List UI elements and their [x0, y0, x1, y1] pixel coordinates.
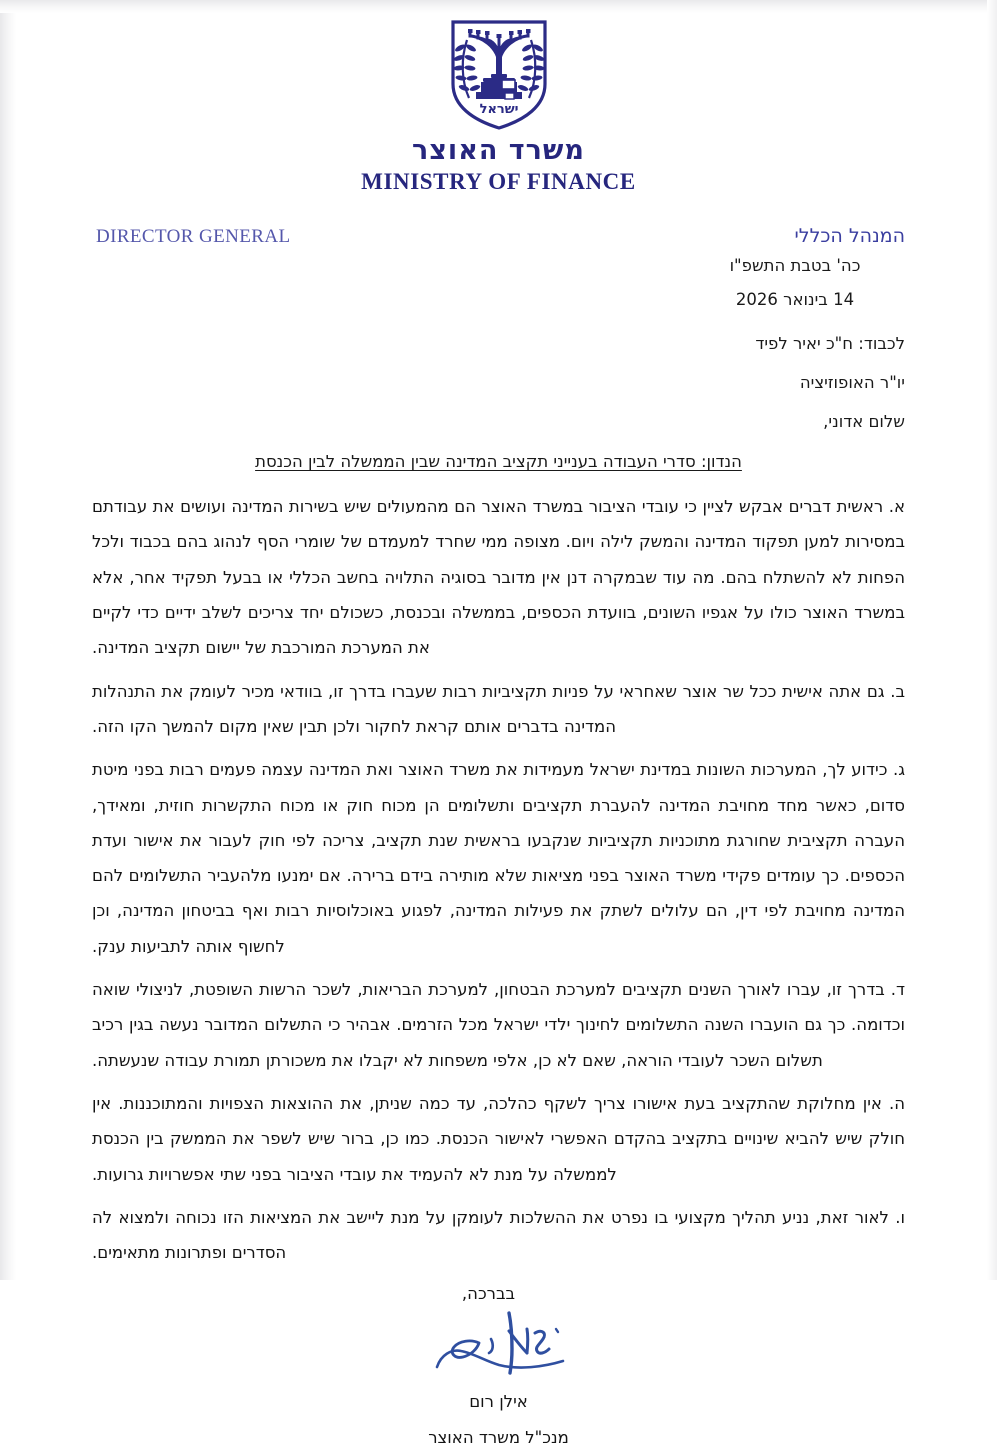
date-hebrew: כה' בטבת התשפ"ו — [729, 256, 861, 276]
israel-state-emblem-icon — [445, 18, 553, 132]
director-general-title-english: DIRECTOR GENERAL — [96, 226, 291, 248]
emblem-inscription: ישראל — [479, 102, 518, 117]
addressee-block — [92, 335, 905, 431]
addressee-name: לכבוד: ח"כ יאיר לפיד — [755, 333, 905, 353]
date-block — [685, 257, 905, 309]
director-general-title-row — [92, 225, 905, 251]
director-general-title-hebrew: המנהל הכללי — [794, 225, 905, 248]
ministry-name-english: MINISTRY OF FINANCE — [361, 168, 636, 194]
paragraph-dalet: ד. בדרך זו, עברו לאורך השנים תקציבים למערכת הבטחון, למערכת הבריאות, לשכר הרשות השופטת, לניצולי שואה וכדומה. כך גם הועברו השנה התשלומים לחינוך ילדי ישראל מכל הזרמים. אבהיר כי התשלום המדובר נעשה בגין רכיב תשלום השכר לעובדי הוראה, שאם לא כן, אלפי משפחות לא יקבלו את משכורתן תמורת עבודה שנעשתה. — [92, 980, 905, 1070]
closing-salutation: בברכה, — [461, 1284, 516, 1304]
addressee-role: יו"ר האופוזיציה — [799, 372, 905, 392]
date-gregorian: 14 בינואר 2026 — [735, 290, 855, 310]
letter-body — [92, 489, 905, 1270]
subject-line — [92, 452, 905, 471]
signer-name: אילן רום — [469, 1392, 528, 1412]
signer-title: מנכ"ל משרד האוצר — [428, 1427, 569, 1447]
subject-text: הנדון: סדרי העבודה בענייני תקציב המדינה שבין הממשלה לבין הכנסת — [255, 452, 742, 472]
greeting: שלום אדוני, — [823, 412, 905, 432]
handwritten-signature-icon — [399, 1305, 599, 1391]
ministry-name-hebrew: משרד האוצר — [412, 135, 585, 166]
letterhead — [92, 0, 905, 195]
paragraph-hey: ה. אין מחלוקת שהתקציב בעת אישורו צריך לשקף כהלכה, עד כמה שניתן, את ההוצאות הצפויות והמתוכננות. אין חולק שיש להביא שינויים בתקציב בהקדם האפשרי לאישור הכנסת. כמו כן, ברור שיש לשפר את הממשק בין הכנסת לממשלה על מנת לא להעמיד את עובדי הציבור בפני שתי אפשרויות גרועות. — [92, 1093, 905, 1184]
signature-block — [92, 1305, 905, 1446]
paragraph-vav: ו. לאור זאת, נניע תהליך מקצועי בו נפרט את ההשלכות לעומקן על מנת ליישב את המציאות הזו נכוחה ולמצוא לה הסדרים ופתרונות מתאימים. — [92, 1207, 905, 1263]
paragraph-alef: א. ראשית דברים אבקש לציין כי עובדי הציבור במשרד האוצר הם מהמעולים שיש בשירות המדינה ועושים את עבודתם במסירות למען תפקוד המדינה והמשק לילה ויום. מצופה ממי שחרד למעמדם של שומרי הסף לנהוג בהם בכבוד ולכל הפחות לא להשתלח בהם. מה עוד שבמקרה דנן אין מדובר בסוגיה התלויה בחשב הכללי או בבעל תפקיד אחר, אלא במשרד האוצר כולו על אגפיו השונים, בוועדת הכספים, בממשלה ובכנסת, כשכולם יחד צריכים לשלב ידיים כדי לקיים את המערכת המורכבת של יישום תקציב המדינה. — [92, 497, 905, 658]
paragraph-gimel: ג. כידוע לך, המערכות השונות במדינת ישראל מעמידות את משרד האוצר ואת המדינה עצמה פעמים רבות בפני מיטת סדום, כאשר מחד מחויבת המדינה להעברת תקציבים ותשלומים הן מכוח חוק או מכוח התקשרות חוזית, ומאידך, העברה תקציבית שחורגת מתוכניות תקציביות שנקבעו בראשית שנת תקציב, צריכה לפי חוק לעבור את אישור ועדת הכספים. כך עומדים פקידי משרד האוצר בפני מציאות שלא מותירה בידם ברירה. אם ימנעו מלהעביר התשלומים להם המדינה מחויבת לפי דין, הם עלולים לשתק את פעילות המדינה, לפגוע באוכלוסיות רבות ואף בביטחון המדינה, וכן לחשוף אותה לתביעות ענק. — [92, 760, 905, 956]
paragraph-bet: ב. גם אתה אישית ככל שר אוצר שאחראי על פניות תקציביות רבות שעברו בדרך זו, בוודאי מכיר לעומק את התנהלות המדינה בדברים אותם קראת לחקור ולכן תבין שאין מקום להמשך הקו הזה. — [92, 681, 905, 736]
